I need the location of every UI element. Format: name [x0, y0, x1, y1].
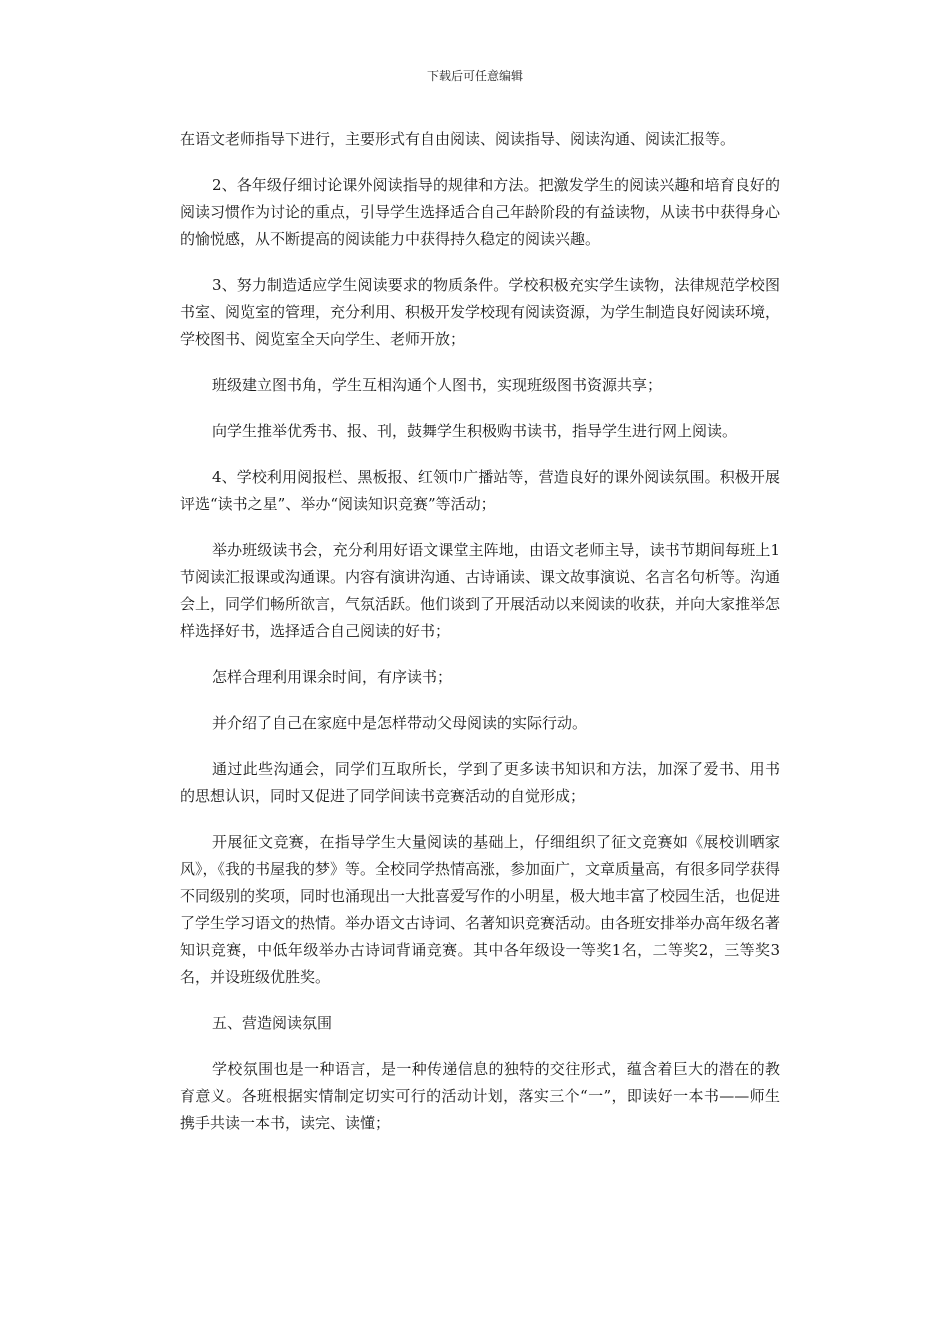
- paragraph: 向学生推举优秀书、报、刊，鼓舞学生积极购书读书，指导学生进行网上阅读。: [212, 422, 738, 440]
- paragraph: 3、努力制造适应学生阅读要求的物质条件。学校积极充实学生读物，法律规范学校图书室、阅览室的管理，充分利用、积极开发学校现有阅读资源，为学生制造良好阅读环境，学校图书、阅览室全天向学生、老师开放；: [180, 276, 781, 348]
- paragraph: 在语文老师指导下进行，主要形式有自由阅读、阅读指导、阅读沟通、阅读汇报等。: [180, 130, 736, 148]
- paragraph: 学校氛围也是一种语言，是一种传递信息的独特的交往形式，蕴含着巨大的潜在的教育意义。各班根据实情制定切实可行的活动计划，落实三个“一”，即读好一本书——师生携手共读一本书，读完、读懂；: [180, 1060, 780, 1132]
- paragraph: 通过此些沟通会，同学们互取所长，学到了更多读书知识和方法，加深了爱书、用书的思想认识，同时又促进了同学间读书竞赛活动的自觉形成；: [180, 760, 780, 805]
- paragraph: 并介绍了自己在家庭中是怎样带动父母阅读的实际行动。: [212, 714, 588, 732]
- paragraph: 举办班级读书会，充分利用好语文课堂主阵地，由语文老师主导，读书节期间每班上1节阅读汇报课或沟通课。内容有演讲沟通、古诗诵读、课文故事演说、名言名句析等。沟通会上，同学们畅所欲言，气氛活跃。他们谈到了开展活动以来阅读的收获，并向大家推举怎样选择好书，选择适合自己阅读的好书；: [180, 541, 781, 640]
- paragraph: 4、学校利用阅报栏、黑板报、红领巾广播站等，营造良好的课外阅读氛围。积极开展评选“读书之星”、举办“阅读知识竞赛”等活动；: [180, 468, 780, 513]
- page-header-note: 下载后可任意编辑: [426, 69, 523, 83]
- document-body: [180, 126, 780, 1156]
- paragraph: 开展征文竞赛，在指导学生大量阅读的基础上，仔细组织了征文竞赛如《展校训晒家风》，《我的书屋我的梦》等。全校同学热情高涨，参加面广，文章质量高，有很多同学获得不同级别的奖项，同时也涌现出一大批喜爱写作的小明星，极大地丰富了校园生活，也促进了学生学习语文的热情。举办语文古诗词、名著知识竞赛活动。由各班安排举办高年级名著知识竞赛，中低年级举办古诗词背诵竞赛。其中各年级设一等奖1名，二等奖2，三等奖3名，并设班级优胜奖。: [180, 833, 781, 986]
- paragraph: 怎样合理利用课余时间，有序读书；: [212, 668, 453, 686]
- paragraph: 2、各年级仔细讨论课外阅读指导的规律和方法。把激发学生的阅读兴趣和培育良好的阅读习惯作为讨论的重点，引导学生选择适合自己年龄阶段的有益读物，从读书中获得身心的愉悦感，从不断提高的阅读能力中获得持久稳定的阅读兴趣。: [180, 176, 781, 248]
- paragraph: 班级建立图书角，学生互相沟通个人图书，实现班级图书资源共享；: [212, 376, 663, 394]
- section-heading: 五、营造阅读氛围: [212, 1014, 333, 1032]
